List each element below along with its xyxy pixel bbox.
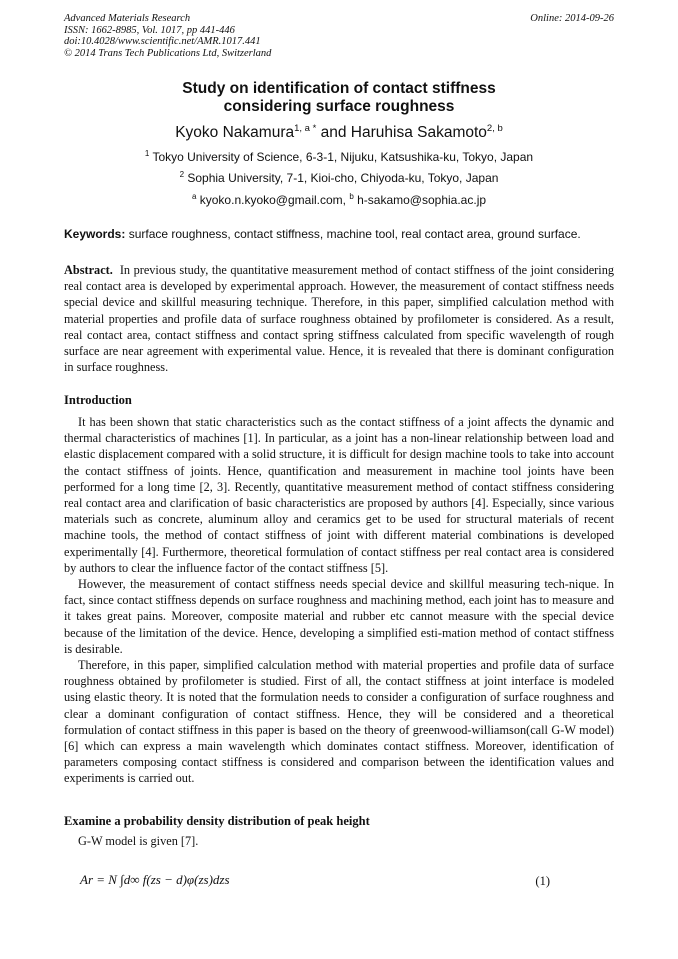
copyright-line: © 2014 Trans Tech Publications Ltd, Switzerland bbox=[64, 47, 272, 59]
issn-line: ISSN: 1662-8985, Vol. 1017, pp 441-446 bbox=[64, 24, 235, 36]
equation-1 bbox=[80, 868, 550, 898]
section-2-heading: Examine a probability density distribution of peak height bbox=[64, 814, 370, 828]
affiliation-2 bbox=[0, 170, 678, 185]
email-line bbox=[0, 192, 678, 207]
intro-paragraph-2: However, the measurement of contact stiffness needs special device and skillful measuring tech-nique. In fact, since contact stiffness depends on surface roughness and machining method, each joint has to measure and it takes great pains. Moreover, composite material and rubber etc cannot measure with the special device because of the limitation of the device. Hence, developing a simplified esti-mation method of contact stiffness is desirable. bbox=[64, 577, 614, 656]
intro-heading: Introduction bbox=[64, 393, 132, 407]
keywords-text: surface roughness, contact stiffness, machine tool, real contact area, ground surface. bbox=[125, 227, 581, 241]
equation-number: (1) bbox=[535, 874, 550, 888]
email-a-sup: a bbox=[191, 192, 197, 201]
keywords bbox=[64, 227, 614, 241]
affiliation-1-sup: 1 bbox=[144, 149, 150, 158]
online-date: Online: 2014-09-26 bbox=[530, 13, 614, 24]
abstract bbox=[64, 262, 618, 375]
intro-paragraph-3: Therefore, in this paper, simplified calculation method with material properties and profile data of surface roughness obtained by profilometer is studied. First of all, the contact stiffness at joint interface is modeled using elastic theory. It is noted that the formulation needs to consider a configuration of surface roughness and clear a dominant configuration of contact stiffness. Hence, they will be considered and a theoretical formulation of contact stiffness in this paper is based on the theory of greenwood-williamson(call G-W model) [6] which can express a main wavelength which dominates contact stiffness. Moreover, identification of parameters composing contact stiffness is considered and comparison between the identification values and experiments is carried out. bbox=[64, 658, 614, 786]
title-line-2: considering surface roughness bbox=[223, 98, 455, 115]
title-line-1: Study on identification of contact stiffness bbox=[182, 80, 496, 97]
affiliation-1-text: Tokyo University of Science, 6-3-1, Nijuku, Katsushika-ku, Tokyo, Japan bbox=[149, 150, 534, 164]
email-b-sup: b bbox=[349, 192, 354, 201]
journal-name: Advanced Materials Research bbox=[64, 13, 191, 24]
author-1-affil: 1, a * bbox=[294, 123, 317, 134]
journal-header bbox=[64, 13, 271, 59]
author-line bbox=[0, 123, 678, 142]
intro-paragraph-1: It has been shown that static characteristics such as the contact stiffness of a joint affects the dynamic and thermal characteristics of machines [1]. In particular, as a joint has a non-linear relationship between load and elastic displacement compared with a solid structure, it is difficult for design machine tools to take into account the contact stiffness of joints. Hence, quantification and measurement in machine tool joints have been performed for a long time [2, 3]. Recently, quantitative measurement method of contact stiffness considering real contact area and clarification of basic characteristics are proposed by authors [4]. Especially, since various materials such as concrete, aluminum alloy and ceramics get to be used for structural materials of recent machine tools, the method of contact stiffness of joint with different material combinations is developed experimentally [4]. Furthermore, theoretical formulation of contact stiffness per real contact area is considered by authors to clear the influence factor of the contact stiffness [5]. bbox=[64, 415, 614, 575]
author-2-name: Haruhisa Sakamoto bbox=[350, 124, 487, 142]
email-a: kyoko.n.kyoko@gmail.com, bbox=[196, 193, 350, 207]
affiliation-1 bbox=[0, 149, 678, 164]
equation-formula: Ar = N ∫d∞ f(zs − d)φ(zs)dzs bbox=[80, 872, 230, 887]
doi-line: doi:10.4028/www.scientific.net/AMR.1017.441 bbox=[64, 36, 261, 48]
abstract-label: Abstract. bbox=[64, 263, 113, 277]
section-2-intro-text: G-W model is given [7]. bbox=[78, 834, 199, 848]
section-2-intro bbox=[64, 833, 614, 849]
keywords-label: Keywords: bbox=[64, 227, 126, 241]
affiliation-2-sup: 2 bbox=[179, 170, 185, 179]
intro-body bbox=[64, 414, 614, 787]
author-2-affil: 2, b bbox=[486, 123, 503, 134]
author-conjunction: and bbox=[316, 124, 351, 142]
author-1-name: Kyoko Nakamura bbox=[175, 124, 295, 142]
abstract-text: In previous study, the quantitative measurement method of contact stiffness of the joint considering real contact area is developed by experimental approach. However, the measurement of contact stiffness needs special device and skillful measuring technique. Therefore, in this paper, simplified calculation method with material properties and profile data of surface roughness obtained by profilometer is considered. As a result, real contact area, contact stiffness and contact spring stiffness calculated from specific wavelength of rough surface are near agreement with experimental value. Hence, it is revealed that there is dominant configuration in surface roughness. bbox=[64, 263, 618, 375]
affiliation-2-text: Sophia University, 7-1, Kioi-cho, Chiyoda-ku, Tokyo, Japan bbox=[184, 171, 499, 185]
email-b: h-sakamo@sophia.ac.jp bbox=[353, 193, 487, 207]
paper-title bbox=[0, 80, 678, 116]
